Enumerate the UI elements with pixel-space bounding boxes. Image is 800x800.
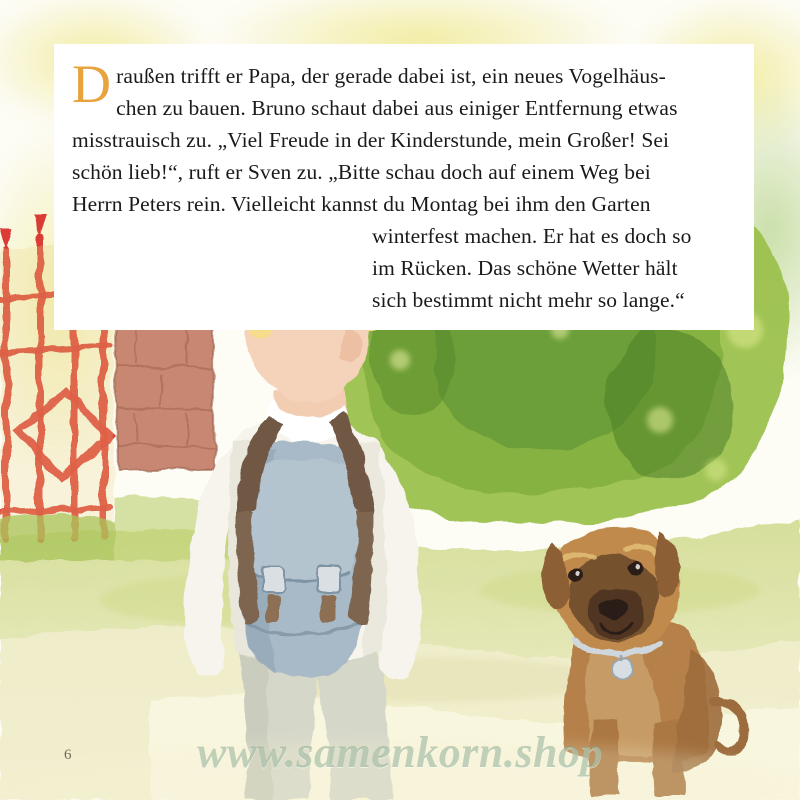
story-line-3: misstrauisch zu. „Viel Freude in der Kinderstunde, mein Großer! Sei: [72, 128, 670, 152]
story-line-6: winterfest machen. Er hat es doch so: [372, 224, 692, 248]
drop-cap: D: [72, 54, 112, 114]
story-paragraph: [72, 54, 736, 316]
watermark: www.samenkorn.shop: [197, 728, 603, 777]
page-number: 6: [64, 747, 72, 763]
story-text-block: [54, 44, 754, 330]
story-line-4: schön lieb!“, ruft er Sven zu. „Bitte schau doch auf einem Weg bei: [72, 160, 651, 184]
story-line-2: chen zu bauen. Bruno schaut dabei aus einiger Entfernung etwas: [116, 96, 678, 120]
story-line-5: Herrn Peters rein. Vielleicht kannst du Montag bei ihm den Garten: [72, 192, 651, 216]
story-line-7: im Rücken. Das schöne Wetter hält: [372, 256, 678, 280]
story-line-8: sich bestimmt nicht mehr so lange.“: [372, 288, 685, 312]
story-line-1: raußen trifft er Papa, der gerade dabei ist, ein neues Vogelhäus-: [116, 64, 666, 88]
